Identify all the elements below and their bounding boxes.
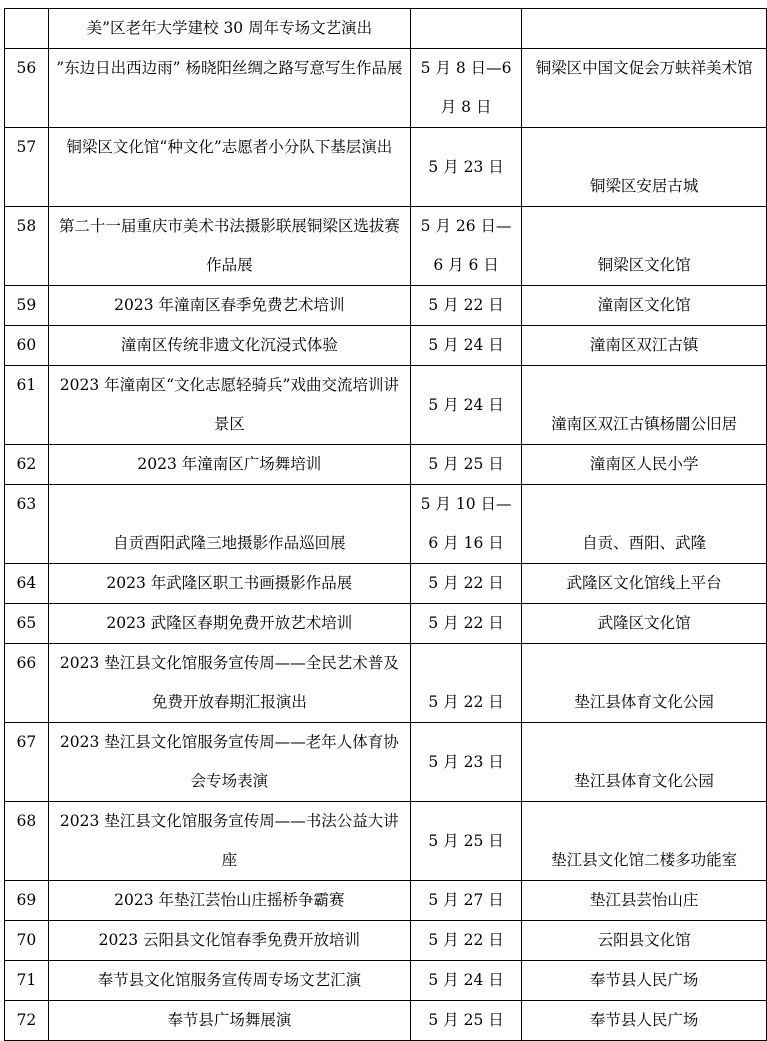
cell-title: 奉节县广场舞展演 bbox=[48, 1001, 410, 1041]
cell-venue: 武隆区文化馆线上平台 bbox=[522, 564, 767, 604]
cell-title: 2023 武隆区春期免费开放艺术培训 bbox=[48, 604, 410, 644]
cell-venue: 垫江县体育文化公园 bbox=[522, 723, 767, 802]
cell-date: 5 月 22 日 bbox=[410, 644, 521, 723]
cell-title: 铜梁区文化馆“种文化”志愿者小分队下基层演出 bbox=[48, 128, 410, 207]
cell-title: 2023 年武隆区职工书画摄影作品展 bbox=[48, 564, 410, 604]
cell-venue: 垫江县体育文化公园 bbox=[522, 644, 767, 723]
table-row bbox=[5, 1001, 767, 1041]
cell-title: 2023 垫江县文化馆服务宣传周——全民艺术普及免费开放春期汇报演出 bbox=[48, 644, 410, 723]
cell-venue: 奉节县人民广场 bbox=[522, 1001, 767, 1041]
table-row bbox=[5, 326, 767, 366]
cell-venue: 潼南区双江古镇 bbox=[522, 326, 767, 366]
cell-no: 58 bbox=[5, 207, 49, 286]
table-row bbox=[5, 961, 767, 1001]
cell-no: 63 bbox=[5, 485, 49, 564]
cell-title: 2023 垫江县文化馆服务宣传周——书法公益大讲座 bbox=[48, 802, 410, 881]
cell-venue: 铜梁区安居古城 bbox=[522, 128, 767, 207]
cell-date: 5 月 24 日 bbox=[410, 326, 521, 366]
table-row bbox=[5, 564, 767, 604]
table-row bbox=[5, 604, 767, 644]
cell-venue: 潼南区双江古镇杨闇公旧居 bbox=[522, 366, 767, 445]
cell-no: 56 bbox=[5, 49, 49, 128]
cell-venue: 云阳县文化馆 bbox=[522, 921, 767, 961]
cell-date: 5 月 25 日 bbox=[410, 1001, 521, 1041]
cell-venue: 潼南区人民小学 bbox=[522, 445, 767, 485]
cell-date: 5 月 23 日 bbox=[410, 128, 521, 207]
cell-date: 5 月 22 日 bbox=[410, 604, 521, 644]
table-row bbox=[5, 921, 767, 961]
cell-title: 潼南区传统非遗文化沉浸式体验 bbox=[48, 326, 410, 366]
cell-date bbox=[410, 9, 521, 49]
cell-venue: 铜梁区文化馆 bbox=[522, 207, 767, 286]
table-row bbox=[5, 286, 767, 326]
cell-no: 64 bbox=[5, 564, 49, 604]
table-row bbox=[5, 445, 767, 485]
cell-venue: 垫江县芸怡山庄 bbox=[522, 881, 767, 921]
cell-title: 2023 垫江县文化馆服务宣传周——老年人体育协会专场表演 bbox=[48, 723, 410, 802]
cell-date: 5 月 23 日 bbox=[410, 723, 521, 802]
cell-title: 自贡酉阳武隆三地摄影作品巡回展 bbox=[48, 485, 410, 564]
cell-no: 59 bbox=[5, 286, 49, 326]
table-row bbox=[5, 9, 767, 49]
cell-title: ”东边日出西边雨” 杨晓阳丝绸之路写意写生作品展 bbox=[48, 49, 410, 128]
cell-no: 67 bbox=[5, 723, 49, 802]
cell-no: 68 bbox=[5, 802, 49, 881]
cell-title: 2023 年潼南区“文化志愿轻骑兵”戏曲交流培训讲景区 bbox=[48, 366, 410, 445]
cell-no: 57 bbox=[5, 128, 49, 207]
cell-date: 5 月 24 日 bbox=[410, 961, 521, 1001]
cell-venue: 武隆区文化馆 bbox=[522, 604, 767, 644]
cell-no: 60 bbox=[5, 326, 49, 366]
cell-no: 70 bbox=[5, 921, 49, 961]
cell-title: 2023 年潼南区广场舞培训 bbox=[48, 445, 410, 485]
table-row bbox=[5, 128, 767, 207]
cell-no: 71 bbox=[5, 961, 49, 1001]
events-table bbox=[4, 8, 767, 1041]
cell-no: 61 bbox=[5, 366, 49, 445]
cell-title: 奉节县文化馆服务宣传周专场文艺汇演 bbox=[48, 961, 410, 1001]
table-row bbox=[5, 881, 767, 921]
cell-title: 第二十一届重庆市美术书法摄影联展铜梁区选拔赛作品展 bbox=[48, 207, 410, 286]
table-row bbox=[5, 485, 767, 564]
cell-title: 2023 年垫江芸怡山庄摇桥争霸赛 bbox=[48, 881, 410, 921]
table-row bbox=[5, 366, 767, 445]
cell-no: 66 bbox=[5, 644, 49, 723]
cell-no bbox=[5, 9, 49, 49]
cell-title: 美”区老年大学建校 30 周年专场文艺演出 bbox=[48, 9, 410, 49]
cell-date: 5 月 25 日 bbox=[410, 445, 521, 485]
cell-no: 69 bbox=[5, 881, 49, 921]
table-row bbox=[5, 49, 767, 128]
cell-date: 5 月 24 日 bbox=[410, 366, 521, 445]
cell-venue: 奉节县人民广场 bbox=[522, 961, 767, 1001]
cell-no: 72 bbox=[5, 1001, 49, 1041]
cell-date: 5 月 10 日—6 月 16 日 bbox=[410, 485, 521, 564]
table-row bbox=[5, 207, 767, 286]
cell-date: 5 月 25 日 bbox=[410, 802, 521, 881]
cell-venue: 自贡、酉阳、武隆 bbox=[522, 485, 767, 564]
cell-date: 5 月 22 日 bbox=[410, 564, 521, 604]
cell-venue: 潼南区文化馆 bbox=[522, 286, 767, 326]
cell-title: 2023 云阳县文化馆春季免费开放培训 bbox=[48, 921, 410, 961]
cell-venue: 铜梁区中国文促会万蚨祥美术馆 bbox=[522, 49, 767, 128]
cell-no: 62 bbox=[5, 445, 49, 485]
cell-no: 65 bbox=[5, 604, 49, 644]
cell-venue: 垫江县文化馆二楼多功能室 bbox=[522, 802, 767, 881]
cell-date: 5 月 26 日—6 月 6 日 bbox=[410, 207, 521, 286]
cell-venue bbox=[522, 9, 767, 49]
cell-date: 5 月 22 日 bbox=[410, 286, 521, 326]
cell-date: 5 月 8 日—6 月 8 日 bbox=[410, 49, 521, 128]
table-row bbox=[5, 802, 767, 881]
table-row bbox=[5, 723, 767, 802]
cell-date: 5 月 22 日 bbox=[410, 921, 521, 961]
cell-date: 5 月 27 日 bbox=[410, 881, 521, 921]
table-row bbox=[5, 644, 767, 723]
cell-title: 2023 年潼南区春季免费艺术培训 bbox=[48, 286, 410, 326]
